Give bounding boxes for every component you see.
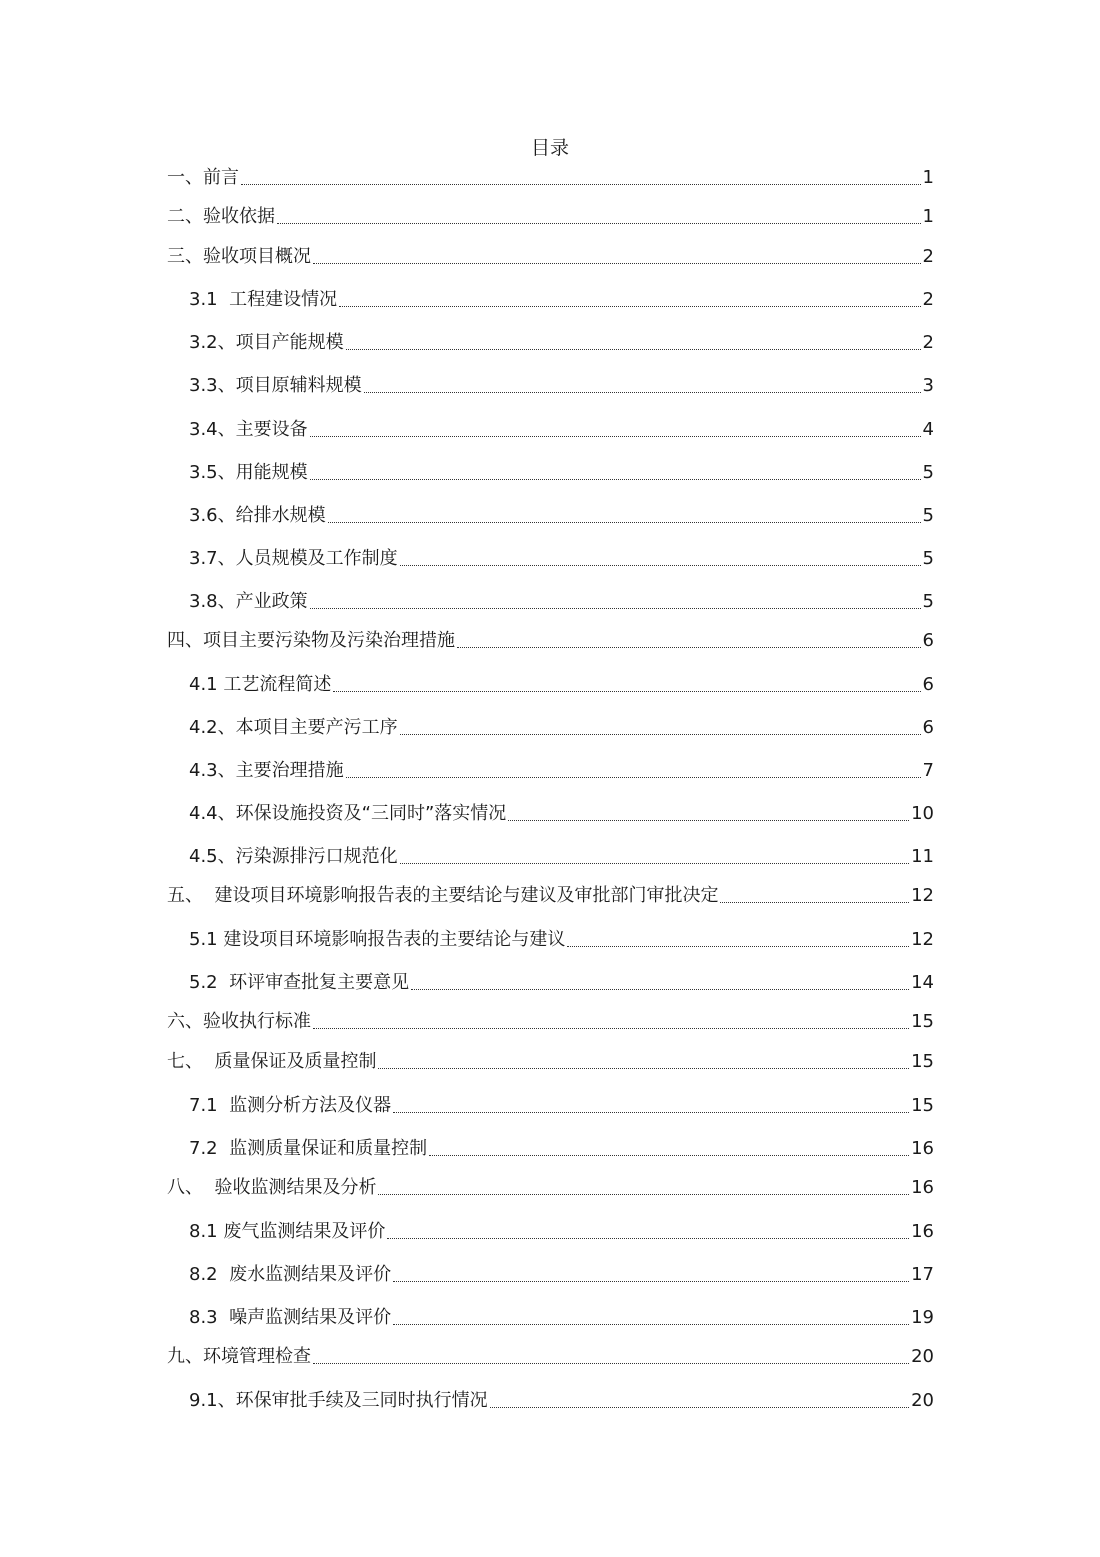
- toc-entry-title: 五、 建设项目环境影响报告表的主要结论与建议及审批部门审批决定: [167, 885, 719, 906]
- toc-page-number: 12: [911, 885, 934, 906]
- toc-entry-title: 、项目产能规模: [217, 332, 344, 353]
- toc-entry[interactable]: [189, 714, 934, 742]
- toc-entry-title: 、环保设施投资及“三同时”落实情况: [217, 803, 507, 824]
- toc-dot-leader: [720, 902, 909, 903]
- toc-entry-title: 、产业政策: [217, 591, 308, 612]
- toc-entry-number: 7.1: [189, 1095, 218, 1116]
- toc-page-number: 2: [922, 289, 934, 310]
- toc-entry[interactable]: [189, 286, 934, 314]
- toc-dot-leader: [346, 349, 921, 350]
- toc-page-number: 17: [911, 1264, 934, 1285]
- toc-entry-title: 六、验收执行标准: [167, 1011, 311, 1032]
- toc-entry-title: 建设项目环境影响报告表的主要结论与建议: [217, 929, 566, 950]
- toc-entry-number: 3.7: [189, 548, 218, 569]
- toc-entry-number: 8.2: [189, 1264, 218, 1285]
- toc-entry-title: 一、前言: [167, 167, 239, 188]
- toc-dot-leader: [400, 565, 921, 566]
- toc-dot-leader: [400, 734, 921, 735]
- toc-entry[interactable]: [189, 1135, 934, 1163]
- toc-entry-title: 、项目原辅料规模: [217, 375, 362, 396]
- toc-entry-title: 、主要治理措施: [217, 760, 344, 781]
- toc-entry-number: 3.5: [189, 462, 218, 483]
- toc-entry-title: 八、 验收监测结果及分析: [167, 1177, 377, 1198]
- toc-page-number: 7: [922, 760, 934, 781]
- toc-entry-title: 废水监测结果及评价: [217, 1264, 392, 1285]
- toc-entry-number: 4.2: [189, 717, 218, 738]
- toc-entry[interactable]: [167, 1343, 934, 1371]
- toc-entry-title: 三、验收项目概况: [167, 246, 311, 267]
- toc-entry[interactable]: [167, 882, 934, 910]
- toc-entry[interactable]: [189, 926, 934, 954]
- toc-entry[interactable]: [167, 243, 934, 271]
- toc-entry[interactable]: [189, 329, 934, 357]
- toc-dot-leader: [378, 1194, 909, 1195]
- toc-dot-leader: [378, 1068, 909, 1069]
- toc-entry-title: 、本项目主要产污工序: [217, 717, 398, 738]
- toc-entry[interactable]: [189, 757, 934, 785]
- toc-entry-title: 七、 质量保证及质量控制: [167, 1051, 377, 1072]
- toc-entry-title: 、环保审批手续及三同时执行情况: [217, 1390, 488, 1411]
- toc-entry-title: 废气监测结果及评价: [217, 1221, 386, 1242]
- toc-entry-title: 噪声监测结果及评价: [217, 1307, 392, 1328]
- toc-entry-number: 3.8: [189, 591, 218, 612]
- toc-dot-leader: [393, 1112, 909, 1113]
- toc-entry[interactable]: [189, 545, 934, 573]
- toc-entry-title: 环评审查批复主要意见: [217, 972, 410, 993]
- toc-entry[interactable]: [189, 671, 934, 699]
- toc-page-number: 6: [922, 674, 934, 695]
- toc-page-number: 2: [922, 332, 934, 353]
- toc-page-number: 5: [922, 505, 934, 526]
- toc-entry-title: 工程建设情况: [217, 289, 338, 310]
- toc-page-number: 5: [922, 462, 934, 483]
- toc-entry-number: 4.3: [189, 760, 218, 781]
- toc-page-number: 5: [922, 548, 934, 569]
- toc-dot-leader: [310, 436, 921, 437]
- toc-dot-leader: [387, 1238, 909, 1239]
- toc-page-number: 20: [911, 1346, 934, 1367]
- toc-page-number: 15: [911, 1051, 934, 1072]
- toc-page-number: 2: [922, 246, 934, 267]
- toc-entry[interactable]: [189, 1261, 934, 1289]
- toc-page-number: 15: [911, 1011, 934, 1032]
- toc-entry[interactable]: [189, 1092, 934, 1120]
- toc-entry-number: 9.1: [189, 1390, 218, 1411]
- toc-entry[interactable]: [189, 372, 934, 400]
- toc-dot-leader: [333, 691, 920, 692]
- toc-entry[interactable]: [167, 627, 934, 655]
- toc-dot-leader: [429, 1155, 909, 1156]
- toc-page-number: 14: [911, 972, 934, 993]
- toc-entry[interactable]: [189, 1387, 934, 1415]
- toc-dot-leader: [346, 777, 921, 778]
- toc-page-number: 6: [922, 630, 934, 651]
- toc-page-number: 10: [911, 803, 934, 824]
- toc-entry[interactable]: [189, 459, 934, 487]
- toc-entry-title: 监测质量保证和质量控制: [217, 1138, 428, 1159]
- toc-entry-title: 九、环境管理检查: [167, 1346, 311, 1367]
- toc-dot-leader: [364, 392, 921, 393]
- toc-page-number: 1: [922, 206, 934, 227]
- toc-page-number: 5: [922, 591, 934, 612]
- toc-entry[interactable]: [167, 1008, 934, 1036]
- toc-dot-leader: [457, 647, 921, 648]
- toc-entry-title: 、人员规模及工作制度: [217, 548, 398, 569]
- toc-page-number: 1: [922, 167, 934, 188]
- toc-entry-title: 工艺流程简述: [217, 674, 332, 695]
- toc-page-number: 6: [922, 717, 934, 738]
- toc-page-number: 11: [911, 846, 934, 867]
- toc-entry-number: 8.1: [189, 1221, 218, 1242]
- toc-dot-leader: [393, 1324, 909, 1325]
- toc-entry-number: 5.2: [189, 972, 218, 993]
- toc-entry-title: 、给排水规模: [217, 505, 326, 526]
- toc-entry-title: 、主要设备: [217, 419, 308, 440]
- page-title: 目录: [530, 137, 569, 159]
- toc-entry[interactable]: [167, 164, 934, 192]
- toc-entry-title: 四、项目主要污染物及污染治理措施: [167, 630, 455, 651]
- toc-entry-title: 、污染源排污口规范化: [217, 846, 398, 867]
- toc-entry-title: 二、验收依据: [167, 206, 275, 227]
- toc-entry[interactable]: [189, 843, 934, 871]
- toc-dot-leader: [313, 1028, 909, 1029]
- toc-page-number: 20: [911, 1390, 934, 1411]
- toc-entry-number: 3.2: [189, 332, 218, 353]
- toc-dot-leader: [490, 1407, 909, 1408]
- toc-page-number: 19: [911, 1307, 934, 1328]
- toc-entry-title: 、用能规模: [217, 462, 308, 483]
- toc-entry[interactable]: [167, 203, 934, 231]
- toc-dot-leader: [567, 946, 909, 947]
- toc-entry[interactable]: [189, 588, 934, 616]
- toc-entry[interactable]: [189, 1304, 934, 1332]
- toc-dot-leader: [328, 522, 921, 523]
- toc-page-number: 16: [911, 1138, 934, 1159]
- toc-dot-leader: [400, 863, 909, 864]
- toc-dot-leader: [241, 184, 921, 185]
- toc-dot-leader: [411, 989, 909, 990]
- toc-dot-leader: [277, 223, 921, 224]
- toc-entry-number: 3.4: [189, 419, 218, 440]
- toc-entry-number: 7.2: [189, 1138, 218, 1159]
- toc-page-number: 3: [922, 375, 934, 396]
- toc-entry-title: 监测分析方法及仪器: [217, 1095, 392, 1116]
- toc-dot-leader: [313, 1363, 909, 1364]
- toc-page-number: 16: [911, 1177, 934, 1198]
- toc-entry-number: 4.4: [189, 803, 218, 824]
- toc-entry[interactable]: [189, 800, 934, 828]
- toc-entry-number: 3.6: [189, 505, 218, 526]
- toc-entry[interactable]: [189, 502, 934, 530]
- toc-entry[interactable]: [189, 1218, 934, 1246]
- toc-entry-number: 3.1: [189, 289, 218, 310]
- toc-dot-leader: [310, 479, 921, 480]
- toc-entry[interactable]: [189, 416, 934, 444]
- toc-page-number: 16: [911, 1221, 934, 1242]
- toc-page-number: 15: [911, 1095, 934, 1116]
- toc-dot-leader: [508, 820, 909, 821]
- toc-entry[interactable]: [167, 1048, 934, 1076]
- toc-dot-leader: [313, 263, 921, 264]
- toc-entry-number: 5.1: [189, 929, 218, 950]
- toc-dot-leader: [310, 608, 921, 609]
- toc-entry-number: 4.5: [189, 846, 218, 867]
- toc-entry[interactable]: [189, 969, 934, 997]
- toc-entry-number: 3.3: [189, 375, 218, 396]
- toc-page-number: 4: [922, 419, 934, 440]
- toc-dot-leader: [339, 306, 920, 307]
- toc-entry-number: 4.1: [189, 674, 218, 695]
- toc-entry-number: 8.3: [189, 1307, 218, 1328]
- toc-page-number: 12: [911, 929, 934, 950]
- toc-entry[interactable]: [167, 1174, 934, 1202]
- toc-dot-leader: [393, 1281, 909, 1282]
